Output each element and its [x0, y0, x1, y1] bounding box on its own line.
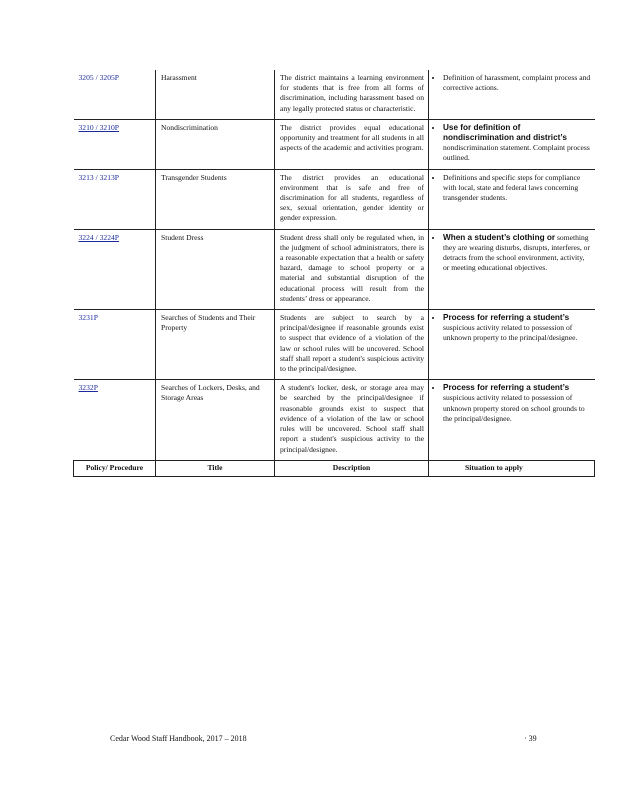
- policy-description: Students are subject to search by a principal/designee if reasonable grounds exist to suspect that evidence of a violation of the law or school rules will be uncovered. School staff shall report a student's suspicious activity to the principal/designee.: [275, 310, 429, 380]
- policy-description: Student dress shall only be regulated when, in the judgment of school administrators, there is a reasonable expectation that a health or safety hazard, damage to school property or a material and substantial disruption of the educational process will result from the students’ dress or appearance.: [275, 229, 429, 309]
- situation-list: [434, 73, 591, 93]
- policy-title: Student Dress: [156, 229, 275, 309]
- situation-lead: Process for referring a student’s: [443, 313, 570, 323]
- policy-code: 3231P: [78, 313, 98, 323]
- situation-list: [434, 313, 591, 344]
- situation-lead: Use for definition of nondiscrimination and district’s: [443, 122, 567, 143]
- situation-list: [434, 233, 591, 274]
- situation-text: suspicious activity related to possession of unknown property stored on school grounds to the principal/designee.: [443, 393, 585, 423]
- policy-title: Nondiscrimination: [156, 119, 275, 169]
- situation-list: [434, 383, 591, 424]
- policy-code: 3213 / 3213P: [78, 172, 120, 182]
- policy-situation-cell: [429, 380, 595, 460]
- table-row: [74, 70, 595, 119]
- situation-list: [434, 173, 591, 204]
- header-situation: Situation to apply: [429, 460, 595, 476]
- situation-bullet: [443, 73, 591, 93]
- situation-bullet: [443, 123, 591, 164]
- situation-lead: When a student’s clothing or: [443, 232, 556, 242]
- policy-situation-cell: [429, 310, 595, 380]
- policy-description: The district maintains a learning environment for students that is free from all forms of discrimination, including harassment based on any legally protected status or characteristic.: [275, 70, 429, 119]
- header-title: Title: [156, 460, 275, 476]
- policy-description: The district provides an educational environment that is safe and free of discrimination for all students, regardless of sex, sexual orientation, gender identity or gender expression.: [275, 169, 429, 229]
- table-row: [74, 169, 595, 229]
- header-description: Description: [275, 460, 429, 476]
- policy-description: A student's locker, desk, or storage area may be searched by the principal/designee if reasonable grounds exist to suspect that evidence of a violation of the law or school rules will be uncovered. School staff shall report a student's suspicious activity to the principal/designee.: [275, 380, 429, 460]
- policy-code-link[interactable]: 3232P: [78, 383, 98, 393]
- situation-bullet: [443, 383, 591, 424]
- situation-list: [434, 123, 591, 164]
- situation-text: something they are wearing disturbs, disrupts, interferes, or detracts from the school environment, activity, or meeting educational objectives.: [443, 232, 590, 273]
- policy-title: Harassment: [156, 70, 275, 119]
- policy-code-cell: [74, 229, 156, 309]
- policy-title: Searches of Lockers, Desks, and Storage Areas: [156, 380, 275, 460]
- policy-code: 3205 / 3205P: [78, 73, 120, 82]
- policy-table: [73, 70, 595, 477]
- table-row: [74, 229, 595, 309]
- table-header-row: [74, 460, 595, 476]
- policy-title: Searches of Students and Their Property: [156, 310, 275, 380]
- policy-table-body: [74, 70, 595, 460]
- situation-text: nondiscrimination statement. Complaint process outlined.: [443, 143, 590, 163]
- policy-situation-cell: [429, 229, 595, 309]
- policy-situation-cell: [429, 70, 595, 119]
- policy-description: The district provides equal educational opportunity and treatment for all students in all aspects of the academic and activities program.: [275, 119, 429, 169]
- policy-code-cell: [74, 310, 156, 380]
- situation-text: suspicious activity related to possession of unknown property to the principal/designee.: [443, 323, 578, 343]
- policy-code-cell: [74, 380, 156, 460]
- situation-bullet: [443, 313, 591, 344]
- policy-code-cell: [74, 169, 156, 229]
- policy-code-link[interactable]: 3224 / 3224P: [78, 232, 120, 242]
- policy-code-cell: [74, 70, 156, 119]
- table-row: [74, 310, 595, 380]
- page-number: · 39: [524, 734, 537, 743]
- policy-situation-cell: [429, 169, 595, 229]
- policy-code-link[interactable]: 3210 / 3210P: [78, 122, 120, 132]
- header-policy-procedure: Policy/ Procedure: [74, 460, 156, 476]
- table-row: [74, 119, 595, 169]
- situation-bullet: [443, 233, 591, 274]
- situation-text: Definitions and specific steps for compliance with local, state and federal laws concerning transgender students.: [443, 172, 581, 203]
- policy-title: Transgender Students: [156, 169, 275, 229]
- situation-lead: Process for referring a student’s: [443, 383, 570, 393]
- policy-code-cell: [74, 119, 156, 169]
- table-row: [74, 380, 595, 460]
- footer-handbook-title: Cedar Wood Staff Handbook, 2017 – 2018: [110, 734, 247, 743]
- situation-bullet: [443, 173, 591, 204]
- situation-text: Definition of harassment, complaint process and corrective actions.: [443, 73, 591, 93]
- policy-situation-cell: [429, 119, 595, 169]
